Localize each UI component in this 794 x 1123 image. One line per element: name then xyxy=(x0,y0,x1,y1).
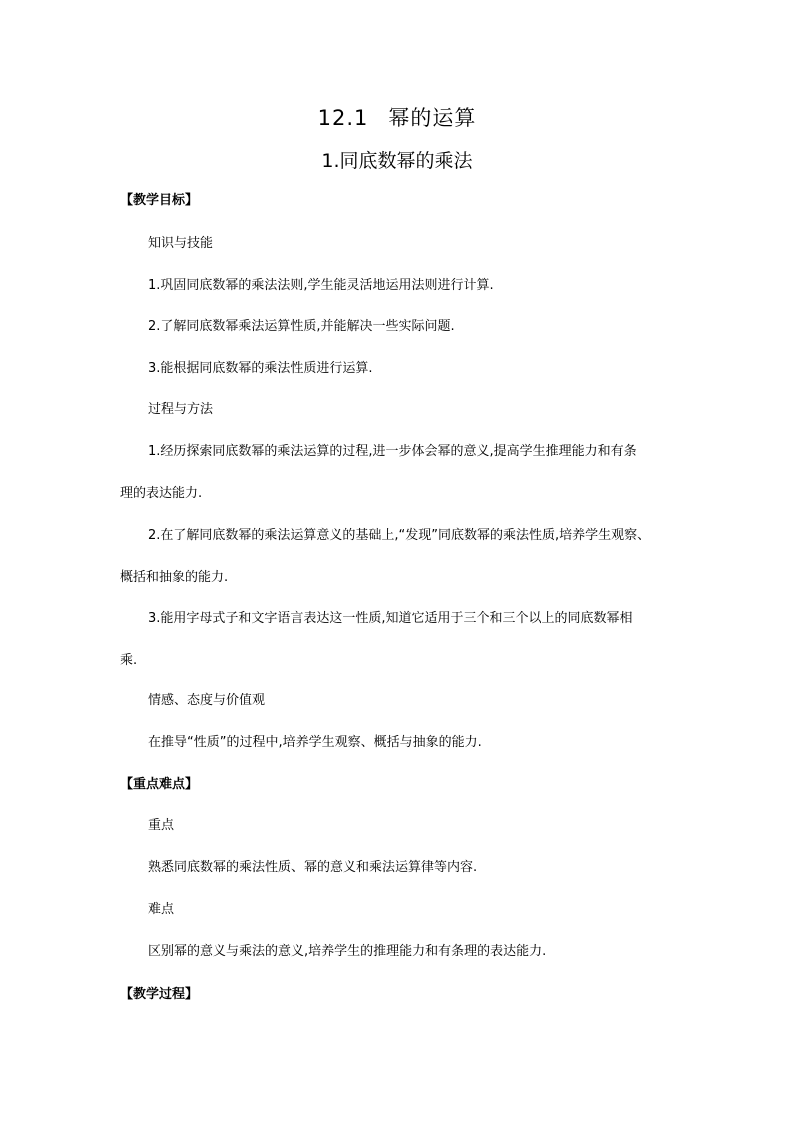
process-method-heading: 过程与方法 xyxy=(148,402,214,417)
attitude-heading: 情感、态度与价值观 xyxy=(148,693,266,708)
difficulty-label: 难点 xyxy=(148,902,175,917)
teaching-process-heading: 【教学过程】 xyxy=(120,987,199,1002)
page-title xyxy=(0,104,794,132)
key-points-heading: 【重点难点】 xyxy=(120,777,199,792)
process-item-1-line-1: 1.经历探索同底数幂的乘法运算的过程,进一步体会幂的意义,提高学生推理能力和有条 xyxy=(148,444,637,459)
title-number: 12.1 xyxy=(317,106,369,130)
title-text: 幂的运算 xyxy=(388,106,477,130)
knowledge-item-3: 3.能根据同底数幂的乘法性质进行运算. xyxy=(148,361,373,376)
process-item-1-line-2: 理的表达能力. xyxy=(120,486,203,501)
attitude-item: 在推导“性质”的过程中,培养学生观察、概括与抽象的能力. xyxy=(148,735,482,750)
process-item-3-line-2: 乘. xyxy=(120,653,138,668)
process-item-2-line-1: 2.在了解同底数幂的乘法运算意义的基础上,“发现”同底数幂的乘法性质,培养学生观察、 xyxy=(148,528,651,543)
key-text: 熟悉同底数幂的乘法性质、幂的意义和乘法运算律等内容. xyxy=(148,860,478,875)
page-subtitle: 1.同底数幂的乘法 xyxy=(321,150,473,172)
process-item-3-line-1: 3.能用字母式子和文字语言表达这一性质,知道它适用于三个和三个以上的同底数幂相 xyxy=(148,611,633,626)
knowledge-heading: 知识与技能 xyxy=(148,236,214,251)
knowledge-item-1: 1.巩固同底数幂的乘法法则,学生能灵活地运用法则进行计算. xyxy=(148,278,494,293)
key-label: 重点 xyxy=(148,818,175,833)
knowledge-item-2: 2.了解同底数幂乘法运算性质,并能解决一些实际问题. xyxy=(148,319,455,334)
process-item-2-line-2: 概括和抽象的能力. xyxy=(120,570,229,585)
difficulty-text: 区别幂的意义与乘法的意义,培养学生的推理能力和有条理的表达能力. xyxy=(148,944,547,959)
objectives-heading: 【教学目标】 xyxy=(120,193,199,208)
